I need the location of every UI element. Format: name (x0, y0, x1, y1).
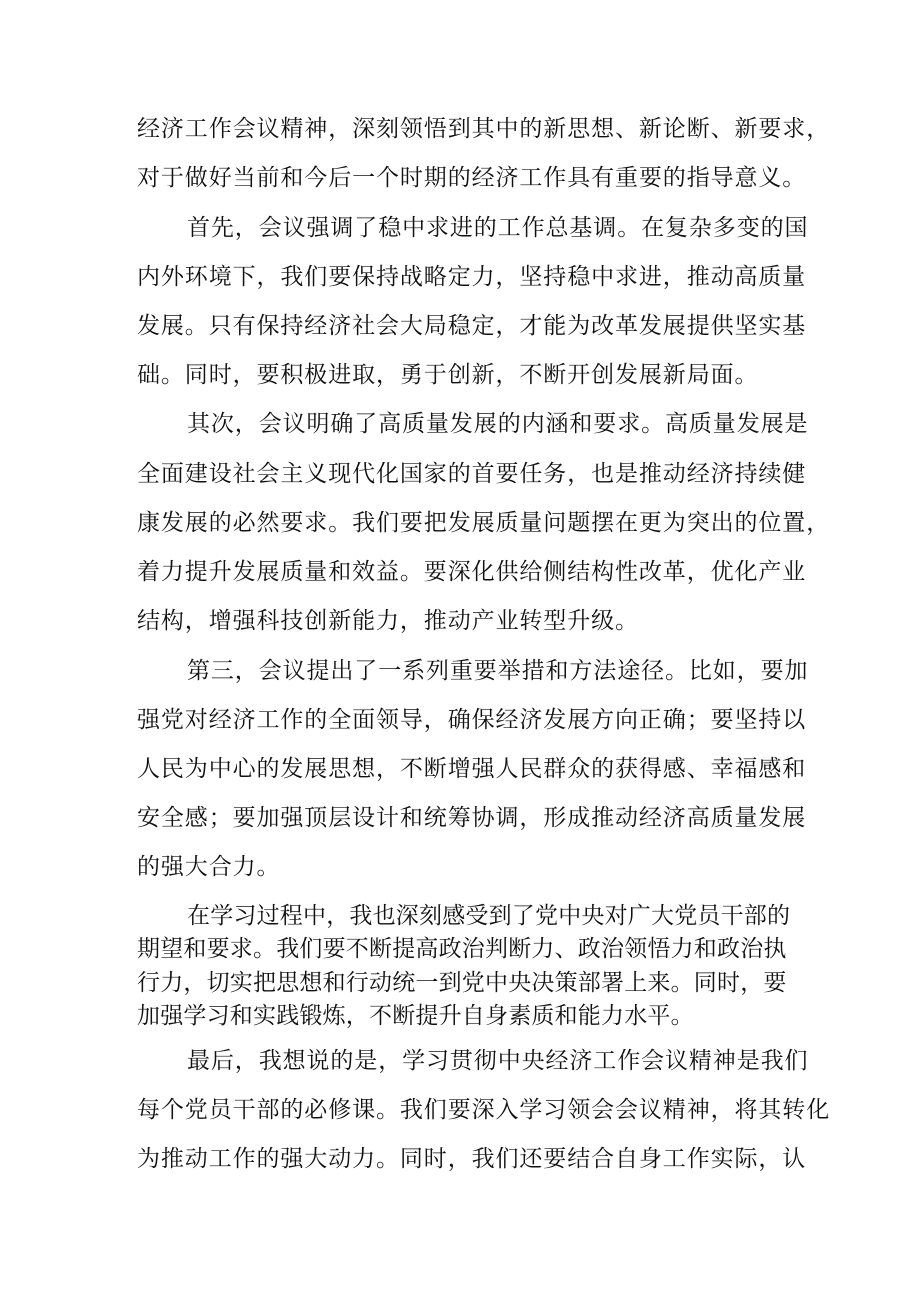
text-line: 康发展的必然要求。我们要把发展质量问题摆在更为突出的位置， (137, 510, 831, 536)
text-line: 对于做好当前和今后一个时期的经济工作具有重要的指导意义。 (137, 165, 807, 191)
text-line: 着力提升发展质量和效益。要深化供给侧结构性改革，优化产业 (137, 559, 807, 585)
text-line: 发展。只有保持经济社会大局稳定，才能为改革发展提供坚实基 (137, 313, 807, 339)
text-line: 经济工作会议精神，深刻领悟到其中的新思想、新论断、新要求， (137, 116, 831, 142)
text-line: 为推动工作的强大动力。同时，我们还要结合自身工作实际，认 (137, 1146, 807, 1172)
text-line: 内外环境下，我们要保持战略定力，坚持稳中求进，推动高质量 (137, 264, 807, 290)
paragraph-first-line: 其次，会议明确了高质量发展的内涵和要求。高质量发展是 (187, 411, 809, 437)
text-line: 期望和要求。我们要不断提高政治判断力、政治领悟力和政治执 (137, 936, 787, 962)
paragraph-first-line: 第三，会议提出了一系列重要举措和方法途径。比如，要加 (187, 658, 809, 684)
text-line: 强党对经济工作的全面领导，确保经济发展方向正确；要坚持以 (137, 707, 807, 733)
text-line: 础。同时，要积极进取，勇于创新，不断开创发展新局面。 (137, 362, 759, 388)
paragraph-first-line: 在学习过程中，我也深刻感受到了党中央对广大党员干部的 (187, 903, 791, 929)
text-line: 的强大合力。 (137, 854, 281, 880)
text-line: 全面建设社会主义现代化国家的首要任务，也是推动经济持续健 (137, 461, 807, 487)
text-line: 安全感；要加强顶层设计和统筹协调，形成推动经济高质量发展 (137, 805, 807, 831)
paragraph-first-line: 最后，我想说的是，学习贯彻中央经济工作会议精神是我们 (187, 1048, 809, 1074)
text-line: 结构，增强科技创新能力，推动产业转型升级。 (137, 608, 639, 634)
paragraph-first-line: 首先，会议强调了稳中求进的工作总基调。在复杂多变的国 (187, 215, 809, 241)
text-line: 行力，切实把思想和行动统一到党中央决策部署上来。同时，要 (137, 970, 787, 996)
text-line: 人民为中心的发展思想，不断增强人民群众的获得感、幸福感和 (137, 756, 807, 782)
text-line: 加强学习和实践锻炼，不断提升自身素质和能力水平。 (137, 1003, 694, 1029)
text-line: 每个党员干部的必修课。我们要深入学习领会会议精神，将其转化 (137, 1097, 831, 1123)
